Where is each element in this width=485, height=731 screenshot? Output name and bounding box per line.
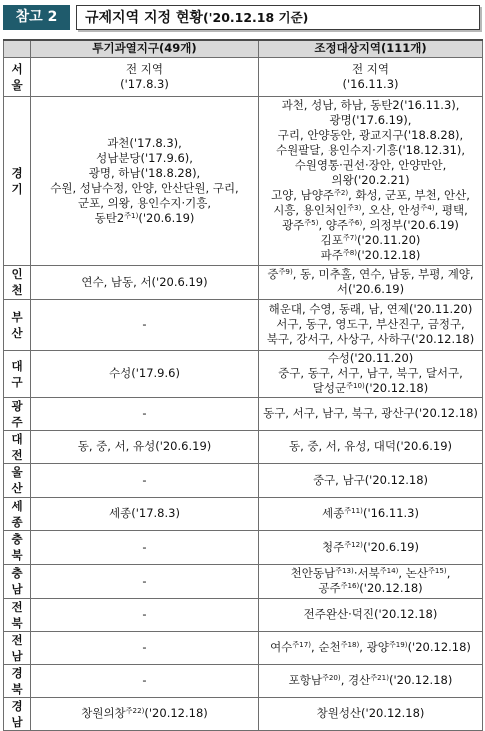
line-text: , 화성, 군포, 부천, 안산, bbox=[348, 188, 470, 202]
region-cell bbox=[4, 631, 31, 664]
cell-line: 세종('17.8.3) bbox=[109, 506, 180, 520]
speculation-overheated-cell bbox=[31, 664, 259, 697]
cell-line bbox=[259, 188, 482, 203]
cell-line bbox=[259, 218, 482, 233]
table-row-ulsan bbox=[4, 463, 483, 497]
region-name: 충북 bbox=[11, 532, 23, 562]
speculation-overheated-cell bbox=[31, 564, 259, 598]
region-cell bbox=[4, 497, 31, 530]
cell-line: - bbox=[142, 673, 147, 687]
cell-line: 서('20.6.19) bbox=[336, 282, 405, 296]
line-text: 천안동남 bbox=[290, 566, 336, 580]
adjustment-target-cell bbox=[259, 564, 483, 598]
cell-line: 성남분당('17.9.6), bbox=[96, 150, 193, 165]
region-name: 세종 bbox=[11, 498, 23, 529]
table-row-sejong bbox=[4, 497, 483, 530]
cell-line: 전 지역 bbox=[126, 61, 163, 76]
cell-line bbox=[259, 381, 482, 396]
footnote-ref: 주14) bbox=[379, 566, 399, 576]
region-cell bbox=[4, 397, 31, 430]
speculation-overheated-cell bbox=[31, 96, 259, 265]
line-text: 여수 bbox=[270, 640, 293, 654]
region-name: 전남 bbox=[11, 632, 23, 663]
line-text: ('20.11.20) bbox=[357, 233, 421, 247]
cell-line: 광명('17.6.19), bbox=[329, 113, 412, 127]
footnote-ref: 주12) bbox=[344, 539, 363, 549]
footnote-ref: 주10) bbox=[346, 381, 365, 391]
line-text: ('20.12.18) bbox=[144, 706, 208, 720]
adjustment-target-cell bbox=[259, 664, 483, 697]
adjustment-target-cell bbox=[259, 397, 483, 430]
line-text: , 광양 bbox=[359, 640, 389, 654]
cell-line: - bbox=[142, 607, 147, 621]
line-text: , 의정부('20.6.19) bbox=[362, 218, 459, 232]
table-row-chungnam bbox=[4, 564, 483, 598]
line-text: 동탄2 bbox=[94, 210, 125, 225]
footnote-ref: 주17) bbox=[292, 640, 312, 650]
line-text: ('20.12.18) bbox=[357, 248, 421, 262]
regulated-areas-table bbox=[3, 39, 483, 731]
cell-line: 전주완산·덕진('20.12.18) bbox=[303, 607, 438, 621]
speculation-overheated-cell bbox=[31, 697, 259, 730]
region-name: 충남 bbox=[11, 566, 23, 596]
line-text: ('16.11.3) bbox=[362, 506, 419, 520]
line-text: , 동, 미추홀, 연수, 남동, 부평, 계양, bbox=[292, 267, 474, 281]
cell-line: 북구, 강서구, 사상구, 사하구('20.12.18) bbox=[266, 332, 475, 346]
cell-line: 서구, 동구, 영도구, 부산진구, 금정구, bbox=[276, 317, 465, 331]
footnote-ref: 주16) bbox=[340, 581, 360, 591]
table-row-incheon bbox=[4, 265, 483, 299]
region-name: 경기 bbox=[11, 165, 23, 196]
line-text: 달성군 bbox=[312, 381, 347, 395]
cell-line: 동, 중, 서, 유성, 대덕('20.6.19) bbox=[288, 439, 453, 453]
region-name: 전북 bbox=[11, 599, 23, 630]
cell-line bbox=[259, 540, 482, 555]
line-text: 세종 bbox=[322, 506, 345, 520]
region-cell bbox=[4, 463, 31, 497]
cell-line: - bbox=[142, 472, 147, 487]
table-row-gyeonggi bbox=[4, 96, 483, 265]
line-text: ('20.12.18) bbox=[407, 640, 471, 654]
table-row-daegu bbox=[4, 350, 483, 397]
footnote-ref: 주4) bbox=[420, 203, 435, 213]
line-text: 파주 bbox=[320, 248, 343, 262]
region-name: 서울 bbox=[11, 61, 23, 92]
cell-line bbox=[259, 248, 482, 263]
cell-line bbox=[259, 233, 482, 248]
region-name: 울산 bbox=[11, 465, 23, 495]
speculation-overheated-header: 투기과열지구(49개) bbox=[31, 40, 259, 57]
region-cell bbox=[4, 350, 31, 397]
cell-line bbox=[259, 203, 482, 218]
region-cell bbox=[4, 697, 31, 730]
speculation-overheated-cell bbox=[31, 598, 259, 631]
table-row-gyeongbuk bbox=[4, 664, 483, 697]
cell-line: - bbox=[142, 539, 147, 554]
footnote-ref: 주8) bbox=[342, 248, 358, 258]
line-text: , 평택, bbox=[434, 203, 468, 217]
adjustment-target-cell bbox=[259, 530, 483, 564]
footnote-ref: 주21) bbox=[370, 673, 389, 683]
footnote-ref: 주13) bbox=[335, 566, 354, 576]
cell-line: 의왕('20.2.21) bbox=[331, 173, 410, 187]
adjustment-target-cell bbox=[259, 299, 483, 350]
table-row-seoul bbox=[4, 57, 483, 96]
title-text: 규제지역 지정 현황 bbox=[85, 10, 203, 26]
speculation-overheated-cell bbox=[31, 397, 259, 430]
line-text: ·서북 bbox=[353, 566, 380, 580]
line-text: 김포 bbox=[320, 233, 343, 247]
region-cell bbox=[4, 598, 31, 631]
cell-line: - bbox=[142, 406, 147, 420]
region-name: 경북 bbox=[11, 665, 23, 696]
adjustment-target-cell bbox=[259, 57, 483, 96]
line-text: 고양, 남양주 bbox=[271, 188, 334, 202]
cell-line: ('16.11.3) bbox=[342, 76, 399, 91]
footnote-ref: 주18) bbox=[340, 640, 360, 650]
title-date: ('20.12.18 기준) bbox=[202, 10, 309, 25]
cell-line: 동구, 서구, 남구, 북구, 광산구('20.12.18) bbox=[263, 406, 478, 420]
region-cell bbox=[4, 96, 31, 265]
adjustment-target-cell bbox=[259, 463, 483, 497]
page-title bbox=[76, 5, 480, 30]
cell-line bbox=[259, 506, 482, 521]
cell-line: 수원, 성남수정, 안양, 안산단원, 구리, bbox=[50, 180, 239, 195]
cell-line: 구리, 안양동안, 광교지구('18.8.28), bbox=[277, 128, 464, 142]
table-row-jeonbuk bbox=[4, 598, 483, 631]
cell-line: 창원성산('20.12.18) bbox=[316, 706, 425, 720]
footnote-ref: 주20) bbox=[321, 673, 341, 683]
cell-line: 광명, 하남('18.8.28), bbox=[88, 165, 201, 180]
speculation-overheated-cell bbox=[31, 57, 259, 96]
line-text: 중 bbox=[267, 267, 279, 281]
adjustment-target-header: 조정대상지역(111개) bbox=[259, 40, 483, 57]
cell-line: - bbox=[142, 317, 147, 331]
adjustment-target-cell bbox=[259, 96, 483, 265]
region-cell bbox=[4, 564, 31, 598]
region-name: 경남 bbox=[11, 698, 23, 729]
footnote-ref: 주5) bbox=[304, 218, 319, 228]
cell-line: 수원영통·권선·장안, 안양만안, bbox=[294, 158, 447, 172]
adjustment-target-cell bbox=[259, 631, 483, 664]
reference-badge: 참고 2 bbox=[3, 5, 70, 30]
line-text: , 경산 bbox=[340, 673, 371, 687]
table-row-daejeon bbox=[4, 430, 483, 463]
region-cell bbox=[4, 430, 31, 463]
region-cell bbox=[4, 530, 31, 564]
region-name: 인천 bbox=[11, 267, 23, 297]
cell-line bbox=[259, 267, 482, 282]
table-header-row bbox=[4, 40, 483, 57]
region-cell bbox=[4, 265, 31, 299]
cell-line: 과천, 성남, 하남, 동탄2('16.11.3), bbox=[281, 98, 460, 112]
line-text: 포항남 bbox=[288, 673, 322, 687]
speculation-overheated-cell bbox=[31, 530, 259, 564]
adjustment-target-cell bbox=[259, 598, 483, 631]
speculation-overheated-cell bbox=[31, 299, 259, 350]
line-text: 시흥, 용인처인 bbox=[273, 203, 348, 217]
cell-line: 중구, 동구, 서구, 남구, 북구, 달서구, bbox=[278, 366, 463, 380]
footnote-ref: 주19) bbox=[388, 640, 408, 650]
cell-line: 중구, 남구('20.12.18) bbox=[312, 472, 429, 487]
cell-line: 과천('17.8.3), bbox=[107, 135, 182, 150]
cell-line bbox=[259, 581, 482, 596]
region-cell bbox=[4, 664, 31, 697]
cell-line: 연수, 남동, 서('20.6.19) bbox=[81, 274, 208, 289]
footnote-ref: 주15) bbox=[427, 566, 447, 576]
line-text: 청주 bbox=[322, 539, 345, 554]
cell-line bbox=[259, 566, 482, 581]
region-name: 부산 bbox=[11, 309, 23, 340]
line-text: ('20.12.18) bbox=[359, 581, 423, 595]
cell-line: 군포, 의왕, 용인수지·기흥, bbox=[77, 195, 212, 210]
speculation-overheated-cell bbox=[31, 430, 259, 463]
footnote-ref: 주2) bbox=[333, 188, 349, 198]
table-row-jeonnam bbox=[4, 631, 483, 664]
cell-line bbox=[259, 640, 482, 655]
footnote-ref: 주22) bbox=[125, 706, 145, 716]
speculation-overheated-cell bbox=[31, 631, 259, 664]
region-name: 대구 bbox=[11, 358, 23, 389]
table-row-gwangju bbox=[4, 397, 483, 430]
line-text: 공주 bbox=[318, 581, 341, 595]
speculation-overheated-cell bbox=[31, 265, 259, 299]
cell-line: 수성('20.11.20) bbox=[327, 351, 414, 365]
region-name: 광주 bbox=[11, 398, 23, 429]
footnote-ref: 주9) bbox=[278, 267, 293, 277]
footnote-ref: 주1) bbox=[124, 210, 139, 220]
region-header-cell bbox=[4, 40, 31, 57]
line-text: ('20.6.19) bbox=[362, 539, 419, 554]
cell-line: - bbox=[142, 640, 147, 654]
speculation-overheated-cell bbox=[31, 497, 259, 530]
footnote-ref: 주6) bbox=[348, 218, 363, 228]
line-text: , bbox=[446, 566, 451, 580]
cell-line: 전 지역 bbox=[352, 61, 389, 76]
cell-line: 동, 중, 서, 유성('20.6.19) bbox=[77, 439, 212, 453]
cell-line bbox=[259, 673, 482, 688]
cell-line bbox=[31, 211, 258, 226]
region-cell bbox=[4, 57, 31, 96]
table-row-chungbuk bbox=[4, 530, 483, 564]
table-row-gyeongnam bbox=[4, 697, 483, 730]
line-text: , 오산, 안성 bbox=[361, 203, 421, 217]
line-text: , 논산 bbox=[398, 566, 428, 580]
line-text: 창원의창 bbox=[81, 706, 126, 720]
line-text: ('20.6.19) bbox=[138, 210, 195, 225]
line-text: , 순천 bbox=[311, 640, 341, 654]
region-name: 대전 bbox=[11, 431, 23, 462]
table-row-busan bbox=[4, 299, 483, 350]
cell-line: 수원팔달, 용인수지·기흥('18.12.31), bbox=[275, 143, 466, 157]
line-text: , 양주 bbox=[318, 218, 349, 232]
adjustment-target-cell bbox=[259, 350, 483, 397]
adjustment-target-cell bbox=[259, 697, 483, 730]
line-text: ('20.12.18) bbox=[364, 381, 429, 395]
footnote-ref: 주3) bbox=[347, 203, 362, 213]
region-cell bbox=[4, 299, 31, 350]
line-text: 광주 bbox=[282, 218, 305, 232]
speculation-overheated-cell bbox=[31, 350, 259, 397]
footnote-ref: 주7) bbox=[342, 233, 358, 243]
cell-line: 수성('17.9.6) bbox=[109, 366, 180, 380]
adjustment-target-cell bbox=[259, 497, 483, 530]
speculation-overheated-cell bbox=[31, 463, 259, 497]
adjustment-target-cell bbox=[259, 430, 483, 463]
cell-line: - bbox=[142, 573, 147, 588]
cell-line: 해운대, 수영, 동래, 남, 연제('20.11.20) bbox=[268, 302, 473, 316]
line-text: ('20.12.18) bbox=[388, 673, 453, 687]
cell-line bbox=[31, 706, 258, 721]
footnote-ref: 주11) bbox=[344, 506, 363, 516]
adjustment-target-cell bbox=[259, 265, 483, 299]
cell-line: ('17.8.3) bbox=[120, 76, 169, 91]
